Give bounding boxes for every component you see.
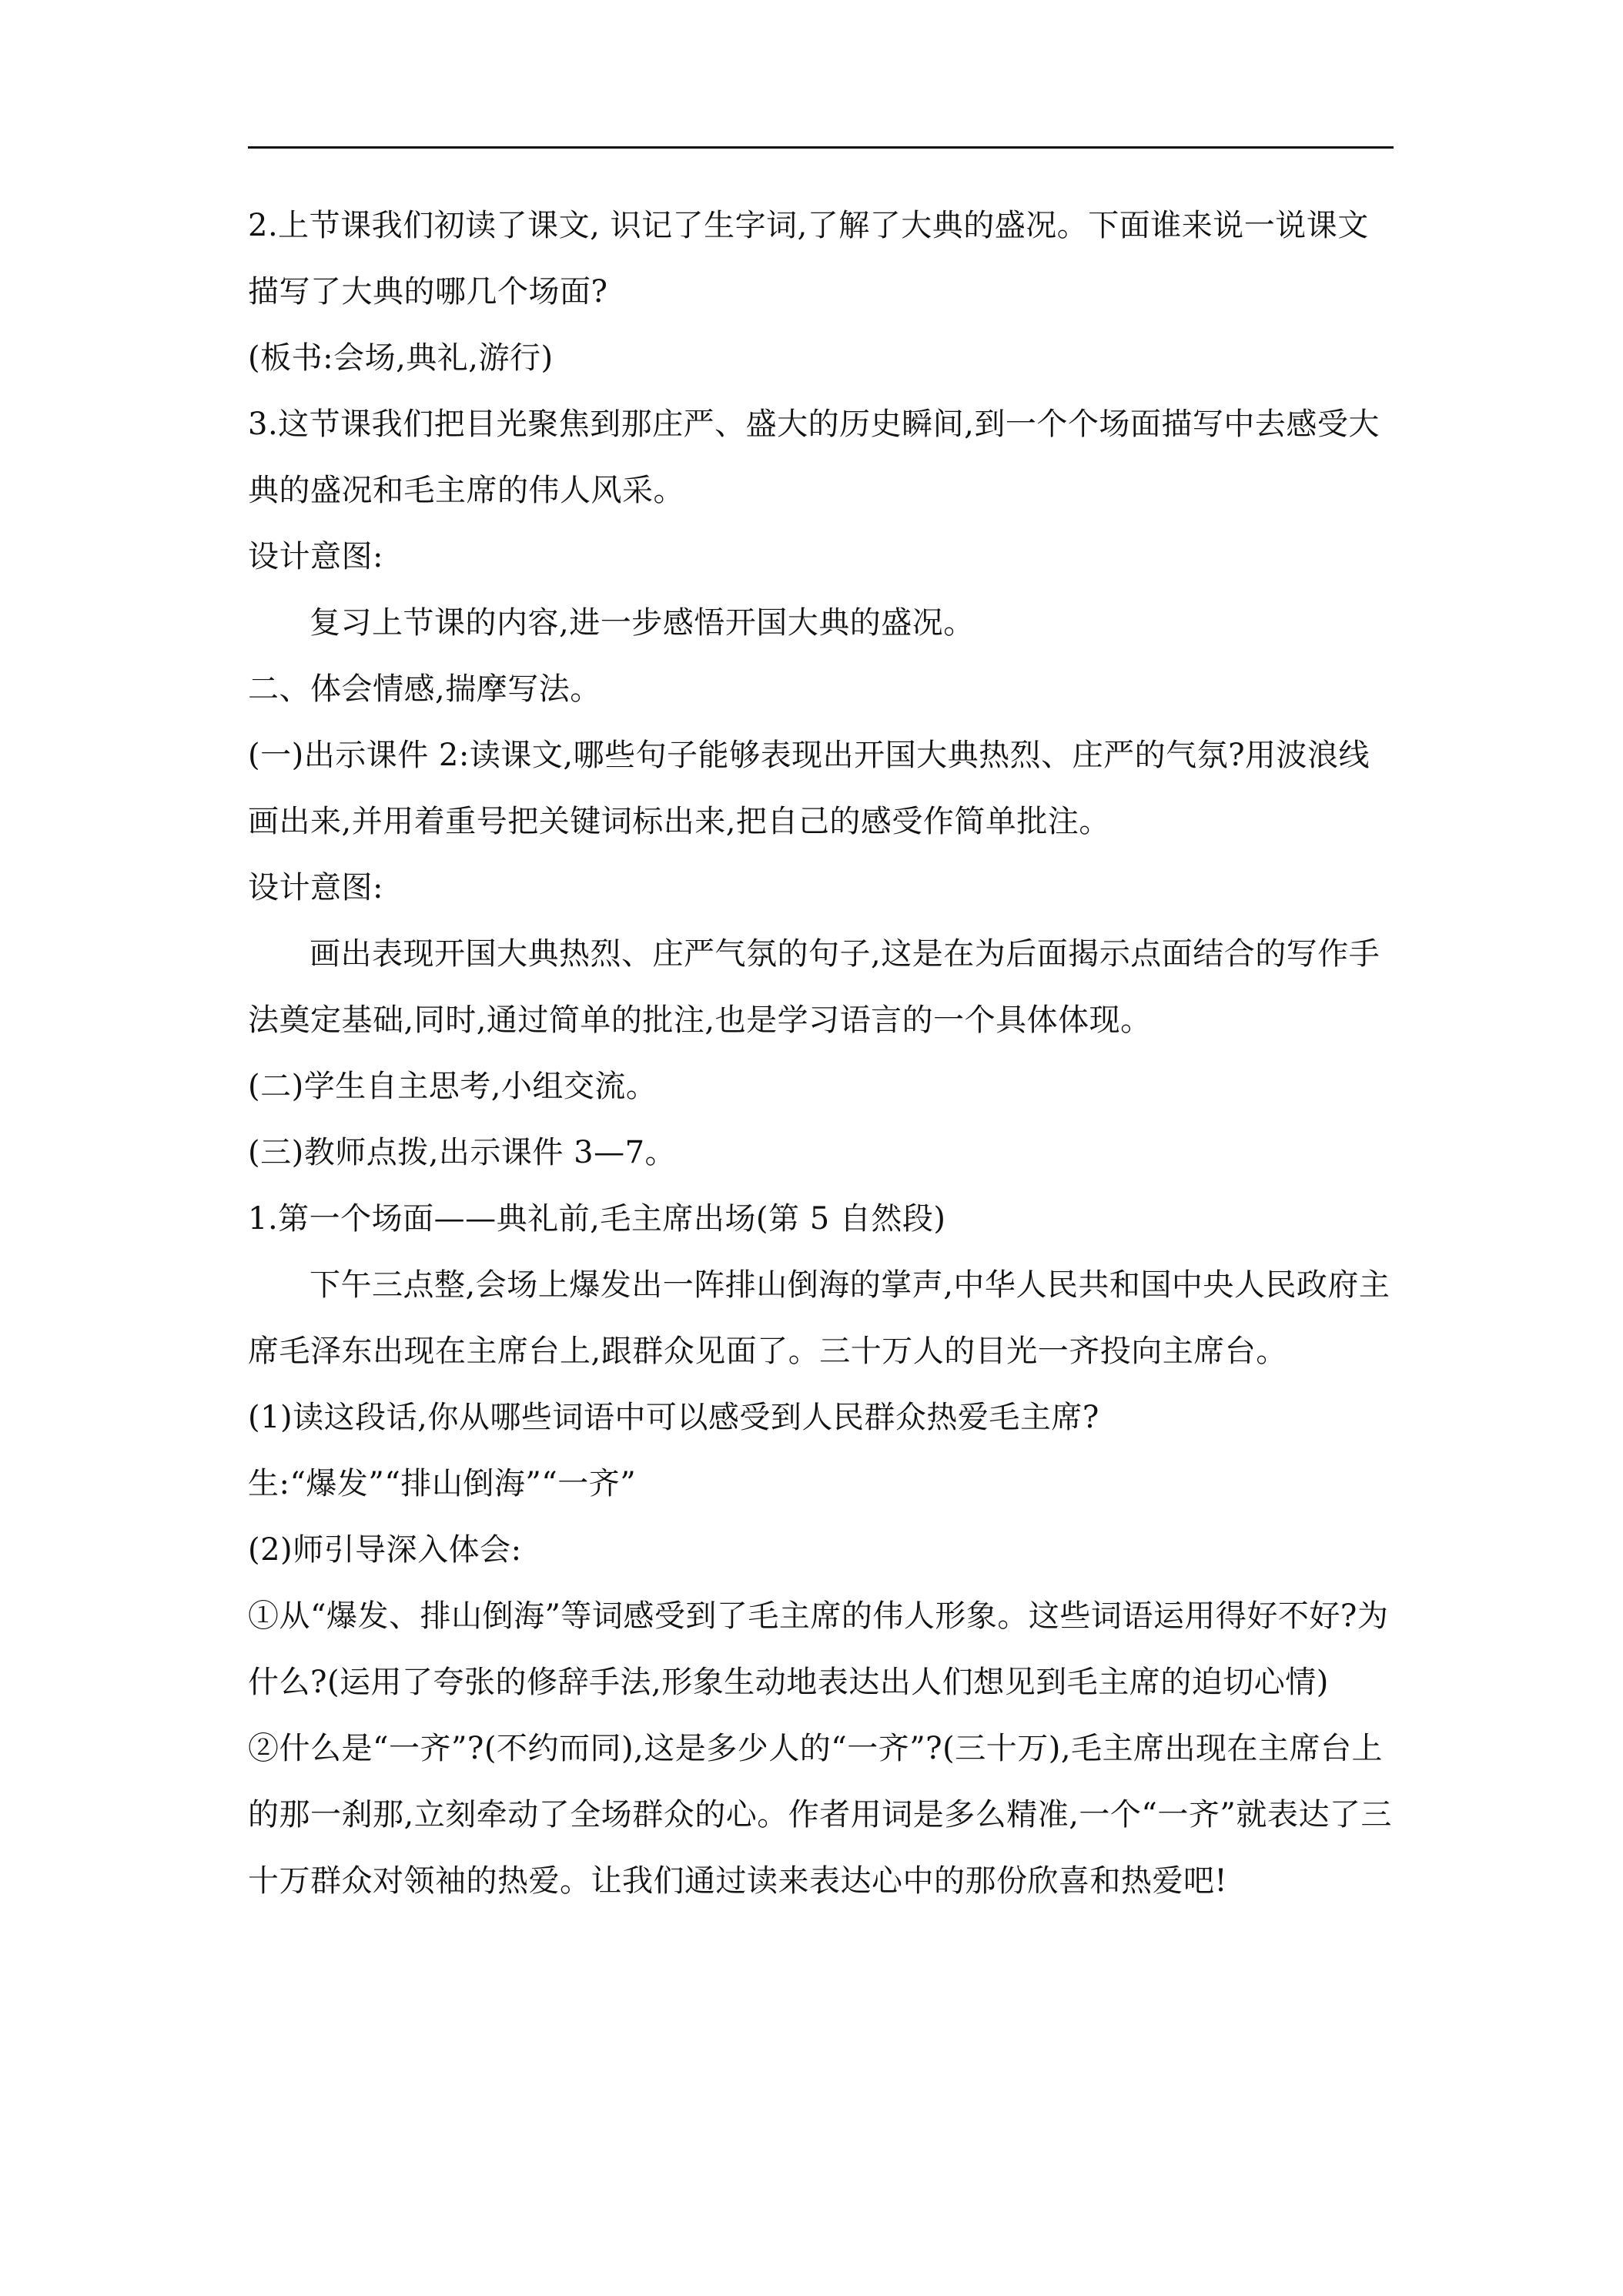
paragraph-design-intent-label: 设计意图: [248,539,383,574]
paragraph-point-2: ②什么是“一齐”?(不约而同),这是多少人的“一齐”?(三十万),毛主席出现在主席台上的那一刹那,立刻牵动了全场群众的心。作者用词是多么精准,一个“一齐”就表达了三十万群众对领袖的热爱。让我们通过读来表达心中的那份欣喜和热爱吧! [248,1731,1392,1899]
paragraph-point-1: ①从“爆发、排山倒海”等词感受到了毛主席的伟人形象。这些词语运用得好不好?为什么?(运用了夸张的修辞手法,形象生动地表达出人们想见到毛主席的迫切心情) [248,1598,1389,1700]
header-rule [248,146,1394,149]
paragraph-student-answer: 生:“爆发”“排山倒海”“一齐” [248,1466,637,1501]
paragraph-design-intent-label-2: 设计意图: [248,870,383,905]
paragraph-design-intent-review: 复习上节课的内容,进一步感悟开国大典的盛况。 [310,605,975,641]
paragraph-group-discussion: (二)学生自主思考,小组交流。 [248,1069,658,1104]
paragraph-focus-moment: 3.这节课我们把目光聚焦到那庄严、盛大的历史瞬间,到一个个场面描写中去感受大典的盛况和毛主席的伟人风采。 [248,407,1380,508]
paragraph-question-1: (1)读这段话,你从哪些词语中可以感受到人民群众热爱毛主席? [248,1400,1099,1435]
paragraph-question-2: (2)师引导深入体会: [248,1532,522,1568]
paragraph-quoted-text: 下午三点整,会场上爆发出一阵排山倒海的掌声,中华人民共和国中央人民政府主席毛泽东出现在主席台上,跟群众见面了。三十万人的目光一齐投向主席台。 [248,1267,1390,1369]
section-heading-emotion: 二、体会情感,揣摩写法。 [248,671,601,707]
paragraph-teacher-guidance: (三)教师点拨,出示课件 3—7。 [248,1135,677,1170]
paragraph-review-scenes: 2.上节课我们初读了课文, 识记了生字词,了解了大典的盛况。下面谁来说一说课文描写了大典的哪几个场面? [248,208,1369,310]
paragraph-blackboard-note: (板书:会场,典礼,游行) [248,340,554,376]
paragraph-design-intent-annotation: 画出表现开国大典热烈、庄严气氛的句子,这是在为后面揭示点面结合的写作手法奠定基础,同时,通过简单的批注,也是学习语言的一个具体体现。 [248,936,1380,1038]
paragraph-first-scene: 1.第一个场面——典礼前,毛主席出场(第 5 自然段) [248,1201,946,1237]
document-body [248,192,1394,1914]
paragraph-courseware-2: (一)出示课件 2:读课文,哪些句子能够表现出开国大典热烈、庄严的气氛?用波浪线画出来,并用着重号把关键词标出来,把自己的感受作简单批注。 [248,738,1370,839]
